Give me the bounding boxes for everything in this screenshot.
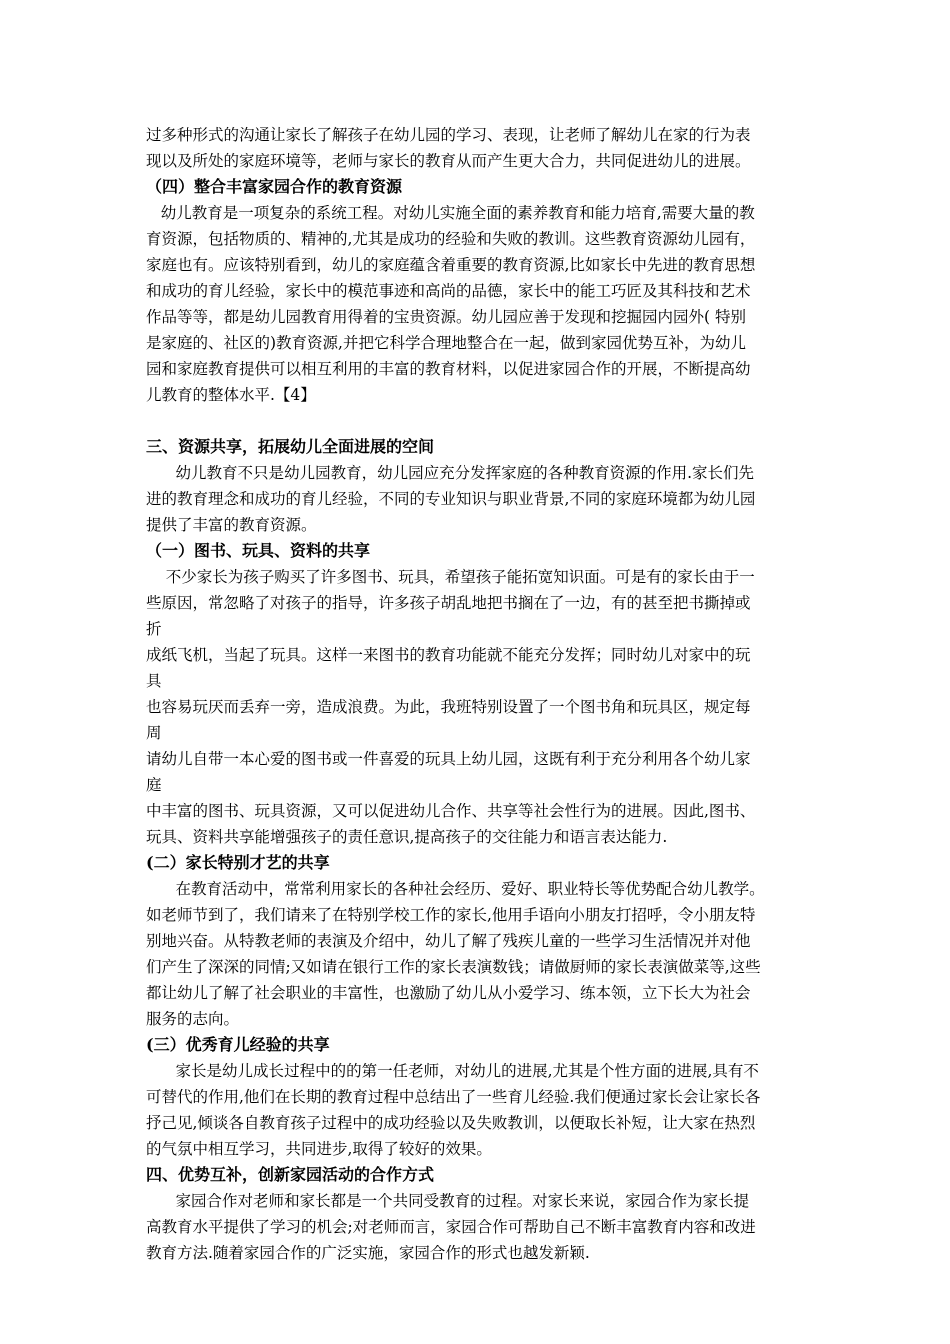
text-line: 家园合作对老师和家长都是一个共同受教育的过程。对家长来说，家园合作为家长提 (146, 1192, 750, 1210)
para-parent-talents (146, 876, 814, 1032)
text-line: 服务的志向。 (146, 1010, 240, 1028)
text-line: 别地兴奋。从特教老师的表演及介绍中，幼儿了解了残疾儿童的一些学习生活情况并对他 (146, 932, 751, 950)
text-line: 庭 (146, 776, 162, 794)
text-line: 教育方法.随着家园合作的广泛实施，家园合作的形式也越发新颖. (146, 1244, 590, 1262)
document-body (146, 122, 814, 1266)
heading-section-4: 四、优势互补，创新家园活动的合作方式 (146, 1165, 435, 1184)
text-line: 园和家庭教育提供可以相互利用的丰富的教育材料，以促进家园合作的开展，不断提高幼 (146, 360, 751, 378)
blank-line (146, 408, 814, 434)
text-line: 也容易玩厌而丢弃一旁，造成浪费。为此，我班特别设置了一个图书角和玩具区，规定每 (146, 698, 751, 716)
text-line: 的气氛中相互学习，共同进步,取得了较好的效果。 (146, 1140, 492, 1158)
text-line: 家庭也有。应该特别看到，幼儿的家庭蕴含着重要的教育资源,比如家长中先进的教育思想 (146, 256, 756, 274)
text-line: 作品等等，都是幼儿园教育用得着的宝贵资源。幼儿园应善于发现和挖掘园内园外( 特别 (146, 308, 746, 326)
text-line: 幼儿教育是一项复杂的系统工程。对幼儿实施全面的素养教育和能力培育,需要大量的教 (146, 204, 755, 222)
text-line: 家长是幼儿成长过程中的的第一任老师，对幼儿的进展,尤其是个性方面的进展,具有不 (146, 1062, 759, 1080)
para-section-4-intro (146, 1188, 814, 1266)
text-line: 是家庭的、社区的)教育资源,并把它科学合理地整合在一起，做到家园优势互补，为幼儿 (146, 334, 746, 352)
text-line: 折 (146, 620, 162, 638)
text-line: 些原因，常忽略了对孩子的指导，许多孩子胡乱地把书搁在了一边，有的甚至把书撕掉或 (146, 594, 751, 612)
heading-section-3-3: (三）优秀育儿经验的共享 (146, 1035, 330, 1054)
para-intro-continued (146, 122, 814, 174)
text-line: 如老师节到了，我们请来了在特别学校工作的家长,他用手语向小朋友打招呼，令小朋友特 (146, 906, 756, 924)
text-line: 们产生了深深的同情;又如请在银行工作的家长表演数钱；请做厨师的家长表演做菜等,这些 (146, 958, 761, 976)
heading-section-2-4: （四）整合丰富家园合作的教育资源 (146, 177, 403, 196)
text-line: 高教育水平提供了学习的机会;对老师而言，家园合作可帮助自己不断丰富教育内容和改进 (146, 1218, 756, 1236)
text-line: 玩具、资料共享能增强孩子的责任意识,提高孩子的交往能力和语言表达能力. (146, 828, 668, 846)
text-line: 进的教育理念和成功的育儿经验，不同的专业知识与职业背景,不同的家庭环境都为幼儿园 (146, 490, 756, 508)
text-line: 可替代的作用,他们在长期的教育过程中总结出了一些育儿经验.我们便通过家长会让家长各 (146, 1088, 761, 1106)
text-line: 具 (146, 672, 162, 690)
text-line: 和成功的育儿经验，家长中的模范事迹和高尚的品德，家长中的能工巧匠及其科技和艺术 (146, 282, 751, 300)
para-education-resources (146, 200, 814, 408)
text-line: 儿教育的整体水平.【4】 (146, 386, 316, 404)
text-line: 在教育活动中，常常利用家长的各种社会经历、爱好、职业特长等优势配合幼儿教学。 (146, 880, 765, 898)
para-section-3-intro (146, 460, 814, 538)
para-books-toys (146, 564, 814, 850)
text-line: 过多种形式的沟通让家长了解孩子在幼儿园的学习、表现，让老师了解幼儿在家的行为表 (146, 126, 751, 144)
text-line: 中丰富的图书、玩具资源，又可以促进幼儿合作、共享等社会性行为的进展。因此,图书、 (146, 802, 756, 820)
text-line: 育资源，包括物质的、精神的,尤其是成功的经验和失败的教训。这些教育资源幼儿园有， (146, 230, 756, 248)
text-line: 周 (146, 724, 162, 742)
para-parenting-experience (146, 1058, 814, 1162)
heading-section-3-2: (二）家长特别才艺的共享 (146, 853, 330, 872)
heading-section-3: 三、资源共享，拓展幼儿全面进展的空间 (146, 437, 435, 456)
text-line: 请幼儿自带一本心爱的图书或一件喜爱的玩具上幼儿园，这既有利于充分利用各个幼儿家 (146, 750, 751, 768)
text-line: 现以及所处的家庭环境等，老师与家长的教育从而产生更大合力，共同促进幼儿的进展。 (146, 152, 751, 170)
text-line: 幼儿教育不只是幼儿园教育，幼儿园应充分发挥家庭的各种教育资源的作用.家长们先 (146, 464, 754, 482)
text-line: 成纸飞机，当起了玩具。这样一来图书的教育功能就不能充分发挥；同时幼儿对家中的玩 (146, 646, 751, 664)
text-line: 抒己见,倾谈各自教育孩子过程中的成功经验以及失败教训，以便取长补短，让大家在热烈 (146, 1114, 756, 1132)
heading-section-3-1: （一）图书、玩具、资料的共享 (146, 541, 371, 560)
text-line: 不少家长为孩子购买了许多图书、玩具，希望孩子能拓宽知识面。可是有的家长由于一 (146, 568, 755, 586)
text-line: 都让幼儿了解了社会职业的丰富性，也激励了幼儿从小爱学习、练本领，立下长大为社会 (146, 984, 751, 1002)
text-line: 提供了丰富的教育资源。 (146, 516, 317, 534)
